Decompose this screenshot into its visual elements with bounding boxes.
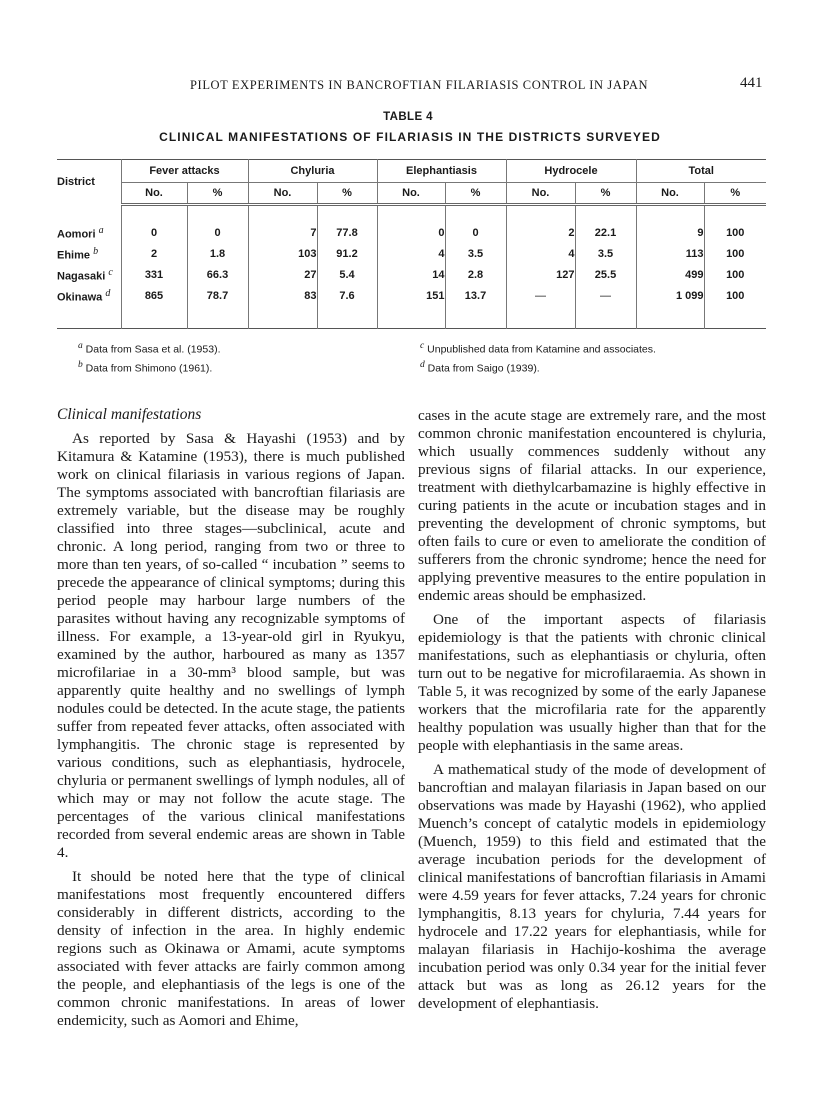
cell: 7.6 — [317, 285, 377, 306]
footnote-mark: a — [78, 341, 83, 351]
cell: 2.8 — [445, 264, 506, 285]
section-heading: Clinical manifestations — [57, 406, 202, 423]
footnote-mark: b — [78, 359, 83, 370]
district-header: District — [57, 176, 95, 189]
footnote-text: Unpublished data from Katamine and associates. — [427, 343, 656, 356]
footnote-mark: d — [105, 287, 111, 299]
cell: 0 — [445, 222, 506, 243]
group-header-elephantiasis: Elephantiasis — [377, 160, 506, 183]
cell: 331 — [121, 264, 187, 285]
paragraph: A mathematical study of the mode of development of bancroftian and malayan filariasis in Japan based on our observations was made by Hayashi (1962), who applied Muench’s concept of catalytic models in epidemiology (Muench, 1959) to this field and estimated that the average incubation periods for the development of clinical manifestations of bancroftian filariasis in Amami were 4.59 years for fever attacks, 7.24 years for chronic lymphangitis, 8.13 years for chyluria, 7.44 years for hydrocele and 17.22 years for elephantiasis, while for malayan filariasis in Hachijo-koshima the average incubation period was only 0.34 year for the initial fever attack but was as long as 26.12 years for the development of elephantiasis. — [418, 761, 766, 1012]
table-footnotes-left — [78, 339, 221, 376]
cell: 22.1 — [575, 222, 636, 243]
table-row — [57, 222, 766, 243]
cell: 100 — [704, 243, 766, 264]
body-column-right — [418, 407, 766, 1019]
cell: 14 — [377, 264, 445, 285]
subheader-no: No. — [506, 183, 575, 205]
page-number: 441 — [740, 75, 763, 91]
footnote-mark: a — [98, 224, 104, 236]
table-label: TABLE 4 — [383, 111, 433, 123]
footnote — [78, 358, 221, 377]
subheader-pct: % — [187, 183, 248, 205]
cell: 13.7 — [445, 285, 506, 306]
footnote-text: Data from Shimono (1961). — [85, 362, 213, 374]
table-row — [57, 243, 766, 264]
paragraph: As reported by Sasa & Hayashi (1953) and by Kitamura & Katamine (1953), there is much published work on clinical filariasis in various regions of Japan. The symptoms associated with bancroftian filariasis are extremely variable, but the disease may be roughly classified into three stages—subclinical, acute and chronic. A long period, ranging from two or three to more than ten years, of so-called “ incubation ” seems to precede the appearance of clinical symptoms; during this period people may harbour large numbers of the parasites without having any recognizable symptoms of illness. For example, a 13-year-old girl in Ryukyu, examined by the author, harboured as many as 1357 microfilariae in a 30-mm³ blood sample, but was apparently quite healthy and no swellings of lymph nodules could be detected. In the acute stage, the patients suffer from repeated fever attacks, often associated with lymphangitis. The chronic stage is represented by various conditions, such as elephantiasis, hydrocele, chyluria or permanent swellings of lymph nodules, all of which may or may not follow the acute stage. The percentages of the various clinical manifestations recorded from several endemic areas are shown in Table 4. — [57, 430, 405, 861]
group-header-hydrocele: Hydrocele — [506, 160, 636, 183]
footnote-mark: c — [420, 341, 425, 351]
subheader-pct: % — [317, 183, 377, 205]
footnote-text: Data from Sasa et al. (1953). — [85, 343, 221, 356]
cell: 151 — [377, 285, 445, 306]
cell: 2 — [506, 222, 575, 243]
footnote-mark: d — [420, 359, 425, 370]
subheader-pct: % — [575, 183, 636, 205]
cell: — — [506, 285, 575, 306]
cell: 3.5 — [445, 243, 506, 264]
cell: 4 — [377, 243, 445, 264]
paragraph: It should be noted here that the type of clinical manifestations most frequently encountered differs considerably in different districts, according to the density of infection in the area. In highly endemic regions such as Okinawa or Amami, acute symptoms associated with fever attacks are fairly common among the people, and elephantiasis of the legs is one of the common chronic manifestations. In areas of lower endemicity, such as Aomori and Ehime, — [57, 868, 405, 1029]
subheader-pct: % — [704, 183, 766, 205]
cell: 77.8 — [317, 222, 377, 243]
footnote-mark: c — [108, 266, 113, 278]
cell: — — [575, 285, 636, 306]
table-row — [57, 285, 766, 306]
footnote-text: Data from Saigo (1939). — [427, 362, 540, 374]
cell: 2 — [121, 243, 187, 264]
cell: 1.8 — [187, 243, 248, 264]
cell: 0 — [187, 222, 248, 243]
cell: 100 — [704, 264, 766, 285]
table-row — [57, 264, 766, 285]
table-footnotes-right — [420, 339, 656, 376]
district-name: Nagasaki — [57, 270, 106, 283]
cell: 5.4 — [317, 264, 377, 285]
cell: 100 — [704, 285, 766, 306]
cell: 78.7 — [187, 285, 248, 306]
cell: 103 — [248, 243, 317, 264]
group-header-fever: Fever attacks — [121, 160, 248, 183]
cell: 83 — [248, 285, 317, 306]
subheader-no: No. — [636, 183, 704, 205]
cell: 25.5 — [575, 264, 636, 285]
paragraph: One of the important aspects of filariasis epidemiology is that the patients with chronic clinical manifestations, such as elephantiasis or chyluria, often turn out to be negative for microfilaraemia. As shown in Table 5, it was recognized by some of the early Japanese workers that the microfilaria rate for the apparently healthy population was usually higher than that for the people with elephantiasis in the same areas. — [418, 611, 766, 754]
cell: 0 — [377, 222, 445, 243]
footnote — [420, 339, 656, 358]
subheader-no: No. — [248, 183, 317, 205]
subheader-no: No. — [121, 183, 187, 205]
footnote — [420, 358, 656, 377]
cell: 91.2 — [317, 243, 377, 264]
cell: 27 — [248, 264, 317, 285]
cell: 865 — [121, 285, 187, 306]
body-column-left — [57, 406, 405, 1036]
running-title: PILOT EXPERIMENTS IN BANCROFTIAN FILARIASIS CONTROL IN JAPAN — [190, 78, 649, 92]
table-title: CLINICAL MANIFESTATIONS OF FILARIASIS IN THE DISTRICTS SURVEYED — [159, 130, 661, 144]
cell: 3.5 — [575, 243, 636, 264]
footnote — [78, 339, 221, 358]
cell: 100 — [704, 222, 766, 243]
cell: 4 — [506, 243, 575, 264]
group-header-chyluria: Chyluria — [248, 160, 377, 183]
paragraph-continuation: cases in the acute stage are extremely rare, and the most common chronic manifestation encountered is chyluria, which usually commences suddenly without any previous signs of filarial attacks. In our experience, treatment with diethylcarbamazine is highly effective in curing patients in the acute or incubation stages and in preventing the development of chronic symptoms, but often fails to cure or even to ameliorate the condition of sufferers from the chronic syndrome; hence the need for applying preventive measures to the entire population in endemic areas should be emphasized. — [418, 407, 766, 604]
cell: 9 — [636, 222, 704, 243]
district-name: Okinawa — [57, 291, 103, 304]
district-name: Aomori — [57, 228, 96, 241]
subheader-pct: % — [445, 183, 506, 205]
subheader-no: No. — [377, 183, 445, 205]
cell: 7 — [248, 222, 317, 243]
group-header-total: Total — [636, 160, 766, 183]
district-name: Ehime — [57, 249, 91, 262]
manifestations-table — [57, 159, 766, 329]
footnote-mark: b — [93, 245, 99, 257]
cell: 499 — [636, 264, 704, 285]
cell: 127 — [506, 264, 575, 285]
cell: 66.3 — [187, 264, 248, 285]
cell: 0 — [121, 222, 187, 243]
cell: 1 099 — [636, 285, 704, 306]
cell: 113 — [636, 243, 704, 264]
